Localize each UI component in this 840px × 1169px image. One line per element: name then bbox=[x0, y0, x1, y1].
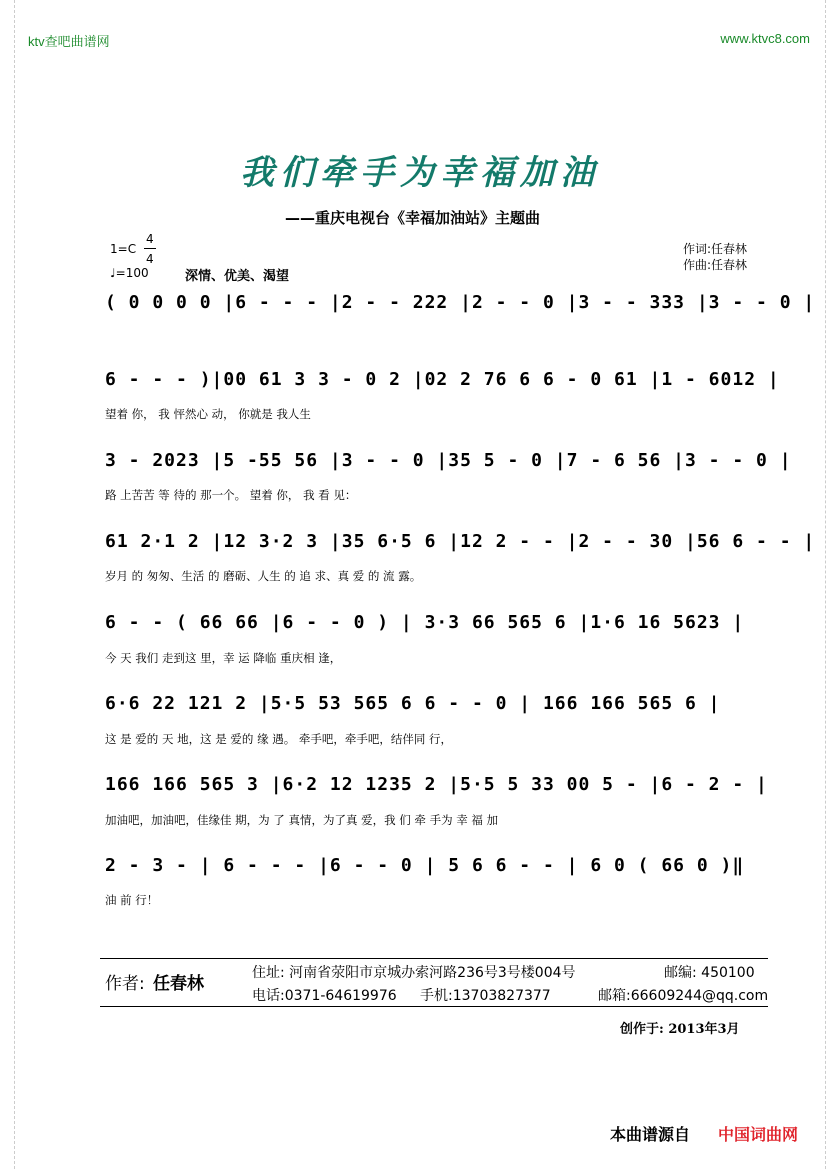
expression-marking: 深情、优美、渴望 bbox=[185, 269, 290, 284]
composer-credit: 作曲:任春林 bbox=[683, 258, 748, 272]
footer-rule-bottom bbox=[100, 1006, 768, 1007]
source-site-link[interactable]: 中国词曲网 bbox=[718, 1125, 799, 1144]
lyric-line-8: 油 前 行！ bbox=[105, 893, 159, 907]
lyric-line-7: 加油吧，加油吧，佳缘佳 期，为 了 真情，为了真 爱，我 们 牵 手为 幸 福 加 bbox=[105, 813, 499, 827]
lyric-line-3: 路 上苦苦 等 待的 那一个。 望着 你， 我 看 见： bbox=[105, 488, 357, 502]
time-signature-bar bbox=[144, 248, 156, 249]
time-signature-bottom: 4 bbox=[146, 252, 154, 266]
mobile-text: 手机:13703827377 bbox=[420, 988, 551, 1004]
score-line-7: 166 166 565 3 |6·2 12 1235 2 |5·5 5 33 00 5 - |6 - 2 - | bbox=[105, 774, 768, 795]
phone-text: 电话:0371-64619976 bbox=[252, 988, 397, 1004]
score-line-3: 3 - 2023 |5 -55 56 |3 - - 0 |35 5 - 0 |7 - 6 56 |3 - - 0 | bbox=[105, 450, 792, 471]
lyric-line-4: 岁月 的 匆匆、生活 的 磨砺、人生 的 追 求、真 爱 的 流 露。 bbox=[105, 569, 422, 583]
tempo-marking: ♩=100 bbox=[110, 266, 149, 280]
time-signature-top: 4 bbox=[146, 232, 154, 246]
lyric-line-5: 今 天 我们 走到这 里，幸 运 降临 重庆相 逢， bbox=[105, 651, 342, 665]
score-line-2: 6 - - - )|00 61 3 3 - 0 2 |02 2 76 6 6 - 0 61 |1 - 6012 | bbox=[105, 369, 780, 390]
source-label: 本曲谱源自 bbox=[610, 1125, 691, 1144]
lyric-line-2: 望着 你， 我 怦然心 动， 你就是 我人生 bbox=[105, 407, 311, 421]
song-title: 我们牵手为幸福加油 bbox=[240, 153, 600, 193]
lyricist-credit: 作词:任春林 bbox=[683, 242, 748, 256]
score-line-5: 6 - - ( 66 66 |6 - - 0 ) | 3·3 66 565 6 |1·6 16 5623 | bbox=[105, 612, 745, 633]
author-name: 任春林 bbox=[153, 974, 204, 994]
score-line-4: 61 2·1 2 |12 3·2 3 |35 6·5 6 |12 2 - - |2 - - 30 |56 6 - - | bbox=[105, 531, 816, 552]
score-line-8: 2 - 3 - | 6 - - - |6 - - 0 | 5 6 6 - - | 6 0 ( 66 0 )‖ bbox=[105, 855, 745, 876]
postcode-text: 邮编: 450100 bbox=[664, 965, 755, 981]
score-line-6: 6·6 22 121 2 |5·5 53 565 6 6 - - 0 | 166 166 565 6 | bbox=[105, 693, 721, 714]
creation-date: 创作于: 2013年3月 bbox=[620, 1022, 740, 1037]
site-name-left[interactable]: ktv查吧曲谱网 bbox=[28, 34, 110, 49]
footer-rule-top bbox=[100, 958, 768, 959]
key-signature: 1=C bbox=[110, 242, 137, 256]
score-line-1: ( 0 0 0 0 |6 - - - |2 - - 222 |2 - - 0 |3 - - 333 |3 - - 0 | bbox=[105, 292, 816, 313]
song-subtitle: ——重庆电视台《幸福加油站》主题曲 bbox=[285, 209, 541, 227]
email-text: 邮箱:66609244@qq.com bbox=[598, 988, 769, 1004]
lyric-line-6: 这 是 爱的 天 地，这 是 爱的 缘 遇。 牵手吧，牵手吧，结伴同 行， bbox=[105, 732, 453, 746]
author-label: 作者: bbox=[105, 974, 145, 994]
site-url-right[interactable]: www.ktvc8.com bbox=[720, 31, 810, 46]
address-text: 住址: 河南省荥阳市京城办索河路236号3号楼004号 bbox=[252, 965, 576, 981]
